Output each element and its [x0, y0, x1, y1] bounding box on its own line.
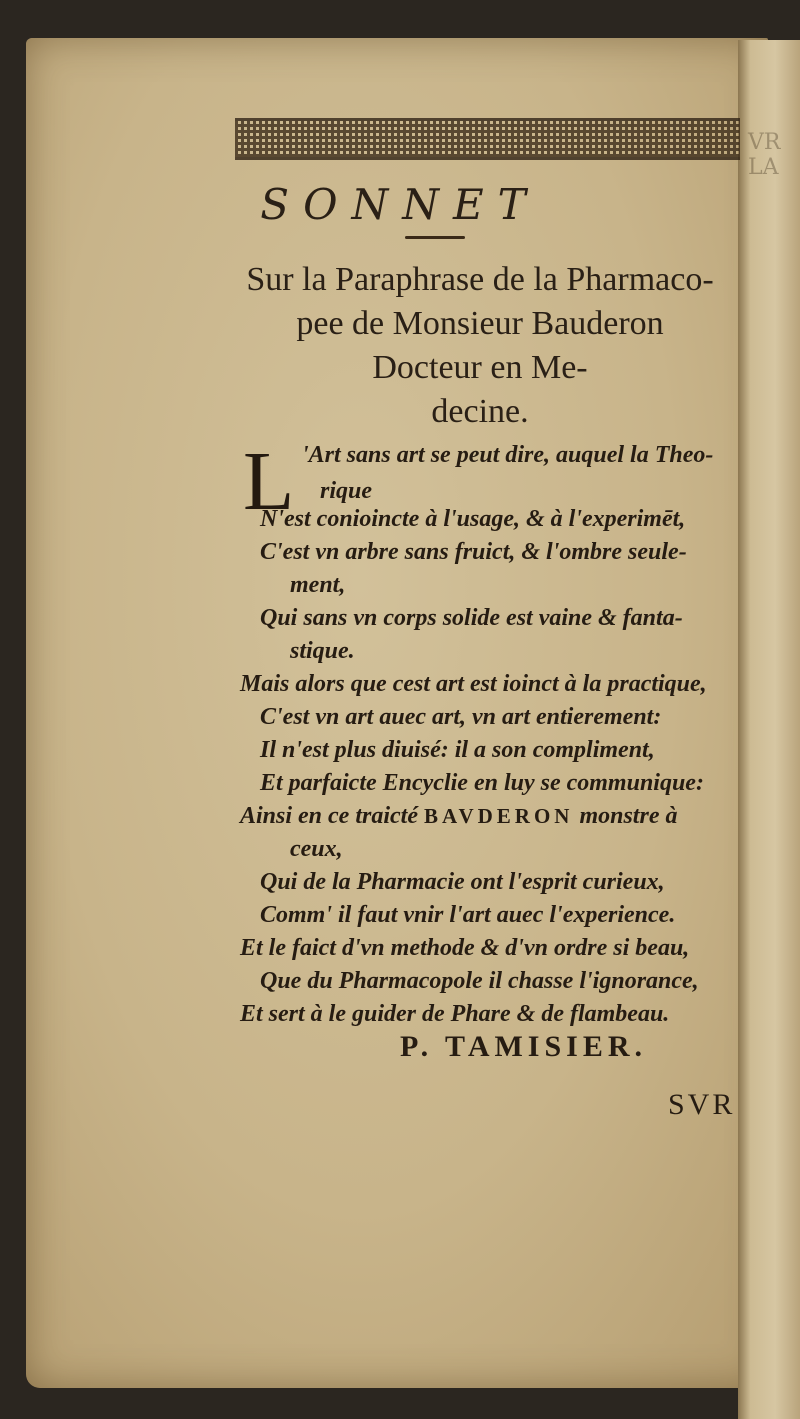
show-through-text: VR LA	[748, 130, 781, 180]
poem-line: Et le faict d'vn methode & d'vn ordre si beau,	[240, 935, 690, 961]
poem-line: Que du Pharmacopole il chasse l'ignorance,	[260, 968, 699, 994]
poem-line: Et parfaicte Encyclie en luy se communique:	[260, 770, 704, 796]
subtitle-line: decine.	[431, 393, 529, 430]
poem-line: Qui de la Pharmacie ont l'esprit curieux,	[260, 869, 665, 895]
poem-line: Et sert à le guider de Phare & de flambeau.	[240, 1001, 670, 1027]
author-signature: P. TAMISIER.	[400, 1030, 648, 1063]
poem-line: N'est conioincte à l'usage, & à l'experimēt,	[260, 506, 686, 532]
poem-line: ment,	[290, 572, 346, 598]
subtitle-block	[230, 258, 730, 434]
drop-cap: L	[243, 435, 295, 528]
subtitle-line: Sur la Paraphrase de la Pharmaco-	[246, 261, 714, 298]
sonnet-title: SONNET	[260, 180, 540, 229]
catchword: SVR	[668, 1088, 736, 1121]
poem-line: Qui sans vn corps solide est vaine & fanta-	[260, 605, 683, 631]
subtitle-line: Docteur en Me-	[372, 349, 588, 386]
poem-line: ceux,	[290, 836, 343, 862]
poem-line: stique.	[290, 638, 355, 664]
facing-page-edge	[738, 40, 800, 1419]
poem-line: C'est vn arbre sans fruict, & l'ombre seule-	[260, 539, 687, 565]
title-flourish	[405, 236, 465, 239]
poem-line	[240, 803, 677, 830]
author-name-smallcaps: BAVDERON	[423, 804, 574, 828]
poem-line: C'est vn art auec art, vn art entierement:	[260, 704, 662, 730]
poem-line: Il n'est plus diuisé: il a son compliment,	[260, 737, 655, 763]
printer-ornament-band	[235, 118, 740, 160]
poem-line: Comm' il faut vnir l'art auec l'experience.	[260, 902, 676, 928]
poem-line: 'Art sans art se peut dire, auquel la Theo-	[302, 442, 714, 468]
poem-line: rique	[320, 478, 373, 504]
poem-fragment: Ainsi en ce traicté	[240, 803, 418, 829]
poem-fragment: monstre à	[579, 803, 678, 829]
subtitle-line: pee de Monsieur Bauderon	[296, 305, 664, 342]
poem-line: Mais alors que cest art est ioinct à la practique,	[240, 671, 707, 697]
